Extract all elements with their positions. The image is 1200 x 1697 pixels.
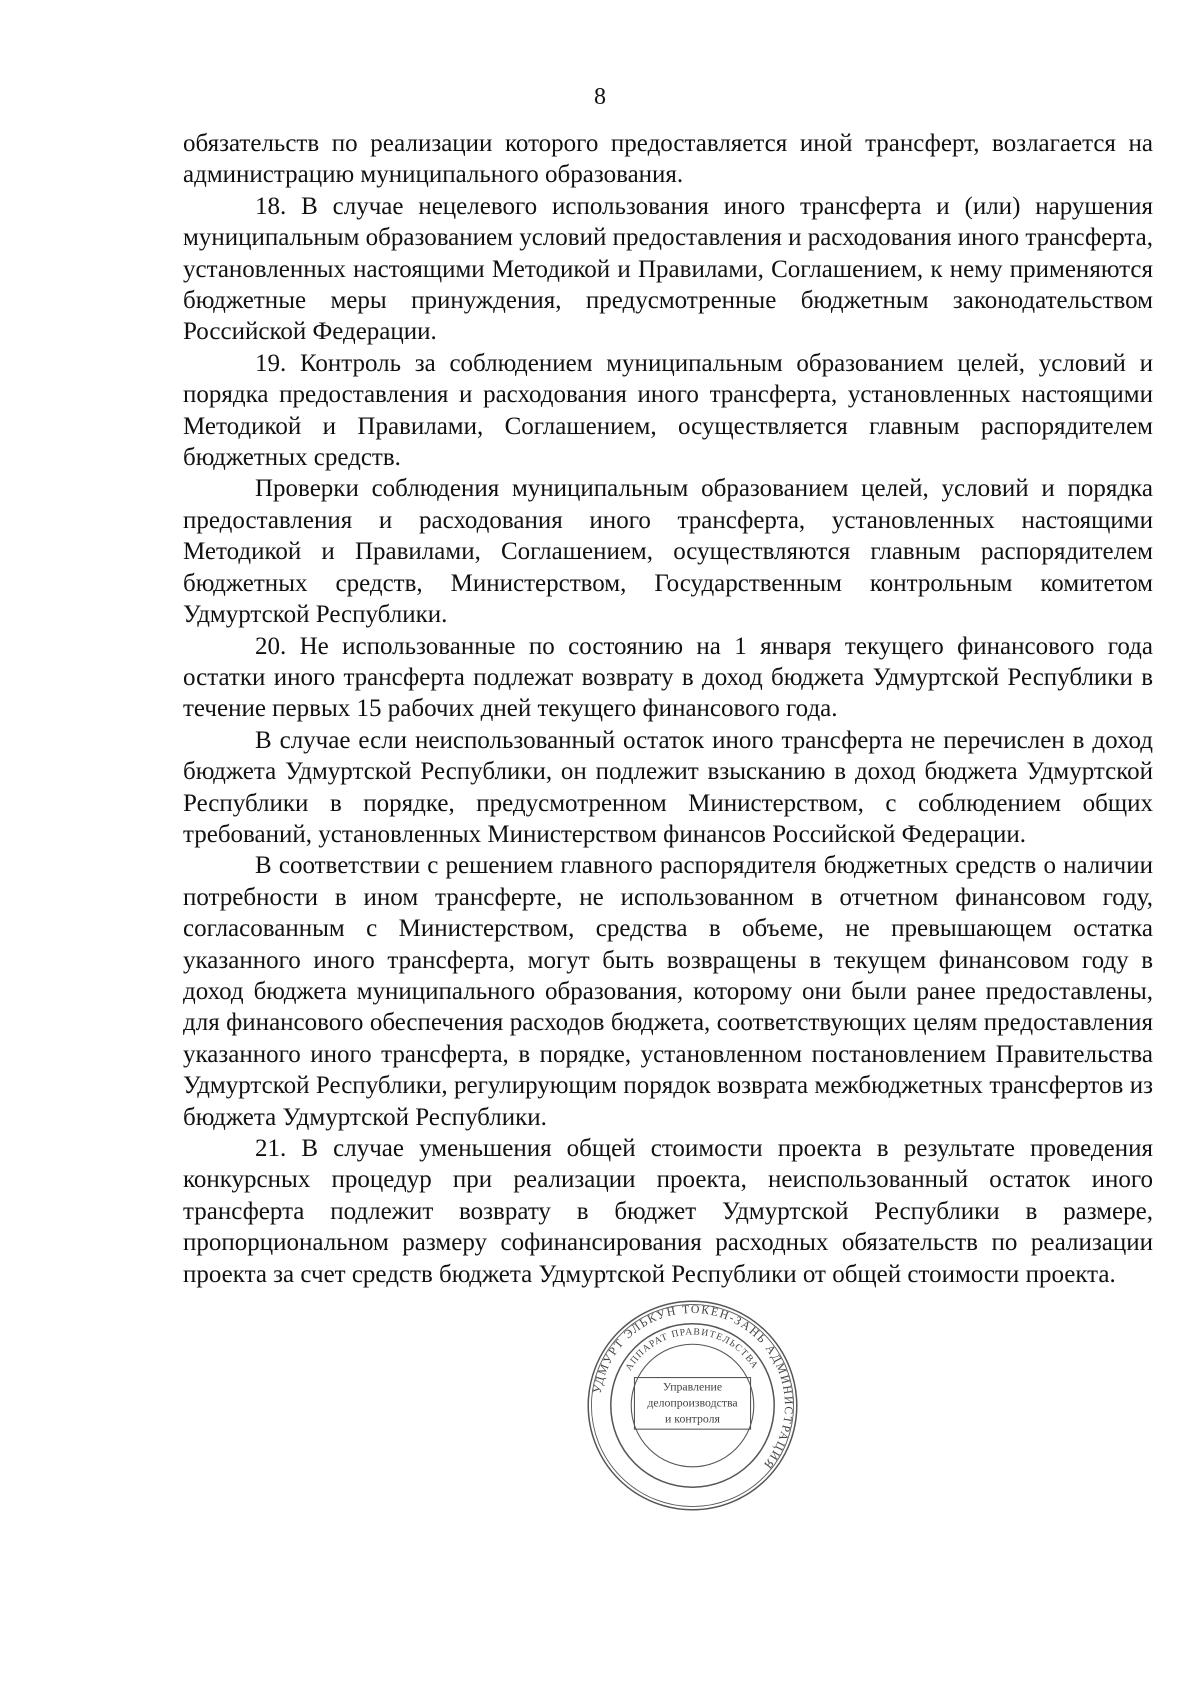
stamp-inner-ring-text: АППАРАТ ПРАВИТЕЛЬСТВА [623,1326,761,1373]
stamp-line-2: делопроизводства [647,1395,738,1410]
stamp-seal-graphic [585,1298,800,1513]
stamp-line-1: Управление [662,1379,723,1394]
stamp-line-3: и контроля [665,1411,720,1426]
paragraph-continuation: обязательств по реализации которого предоставляется иной трансферт, возлагается на администрацию муниципального образования. [183,130,1153,189]
paragraph-inspections: Проверки соблюдения муниципальным образованием целей, условий и порядка предоставления и расходования иного трансферта, установленных настоящими Методикой и Правилами, Соглашением, осуществляются главным распорядителем бюджетных средств, Министерством, Государственным контрольным комитетом Удмуртской Республики. [183,475,1153,629]
paragraph-clause-21: 21. В случае уменьшения общей стоимости проекта в результате проведения конкурсных процедур при реализации проекта, неиспользованный остаток иного трансферта подлежит возврату в бюджет Удмуртской Республики в размере, пропорциональном размеру софинансирования расходных обязательств по реализации проекта за счет средств бюджета Удмуртской Республики от общей стоимости проекта. [183,1135,1153,1288]
page-number: 8 [594,84,606,110]
stamp-outer-ring-text: УДМУРТ ЭЛЬКУН ТОКЕН-ЗАНЬ АДМИНИСТРАЦИЯ [589,1301,797,1473]
paragraph-return-decision: В соответствии с решением главного распорядителя бюджетных средств о наличии потребности в ином трансферте, не использованном в отчетном финансовом году, согласованным с Министерством, средства в объеме, не превышающем остатка указанного иного трансферта, могут быть возвращены в текущем финансовом году в доход бюджета муниципального образования, которому они были ранее предоставлены, для финансового обеспечения расходов бюджета, соответствующих целям предоставления указанного иного трансферта, в порядке, установленном постановлением Правительства Удмуртской Республики, регулирующим порядок возврата межбюджетных трансфертов из бюджета Удмуртской Республики. [183,852,1153,1131]
document-body [183,128,1153,1290]
official-stamp [585,1298,800,1513]
paragraph-recovery: В случае если неиспользованный остаток иного трансферта не перечислен в доход бюджета Удмуртской Республики, он подлежит взысканию в доход бюджета Удмуртской Республики в порядке, предусмотренном Министерством, с соблюдением общих требований, установленных Министерством финансов Российской Федерации. [183,726,1153,848]
paragraph-clause-20: 20. Не использованные по состоянию на 1 января текущего финансового года остатки иного трансферта подлежат возврату в доход бюджета Удмуртской Республики в течение первых 15 рабочих дней текущего финансового года. [183,632,1153,723]
paragraph-clause-19: 19. Контроль за соблюдением муниципальным образованием целей, условий и порядка предоставления и расходования иного трансферта, установленных настоящими Методикой и Правилами, Соглашением, осуществляется главным распорядителем бюджетных средств. [183,349,1153,472]
paragraph-clause-18: 18. В случае нецелевого использования иного трансферта и (или) нарушения муниципальным образованием условий предоставления и расходования иного трансферта, установленных настоящими Методикой и Правилами, Соглашением, к нему применяются бюджетные меры принуждения, предусмотренные бюджетным законодательством Российской Федерации. [183,192,1153,346]
